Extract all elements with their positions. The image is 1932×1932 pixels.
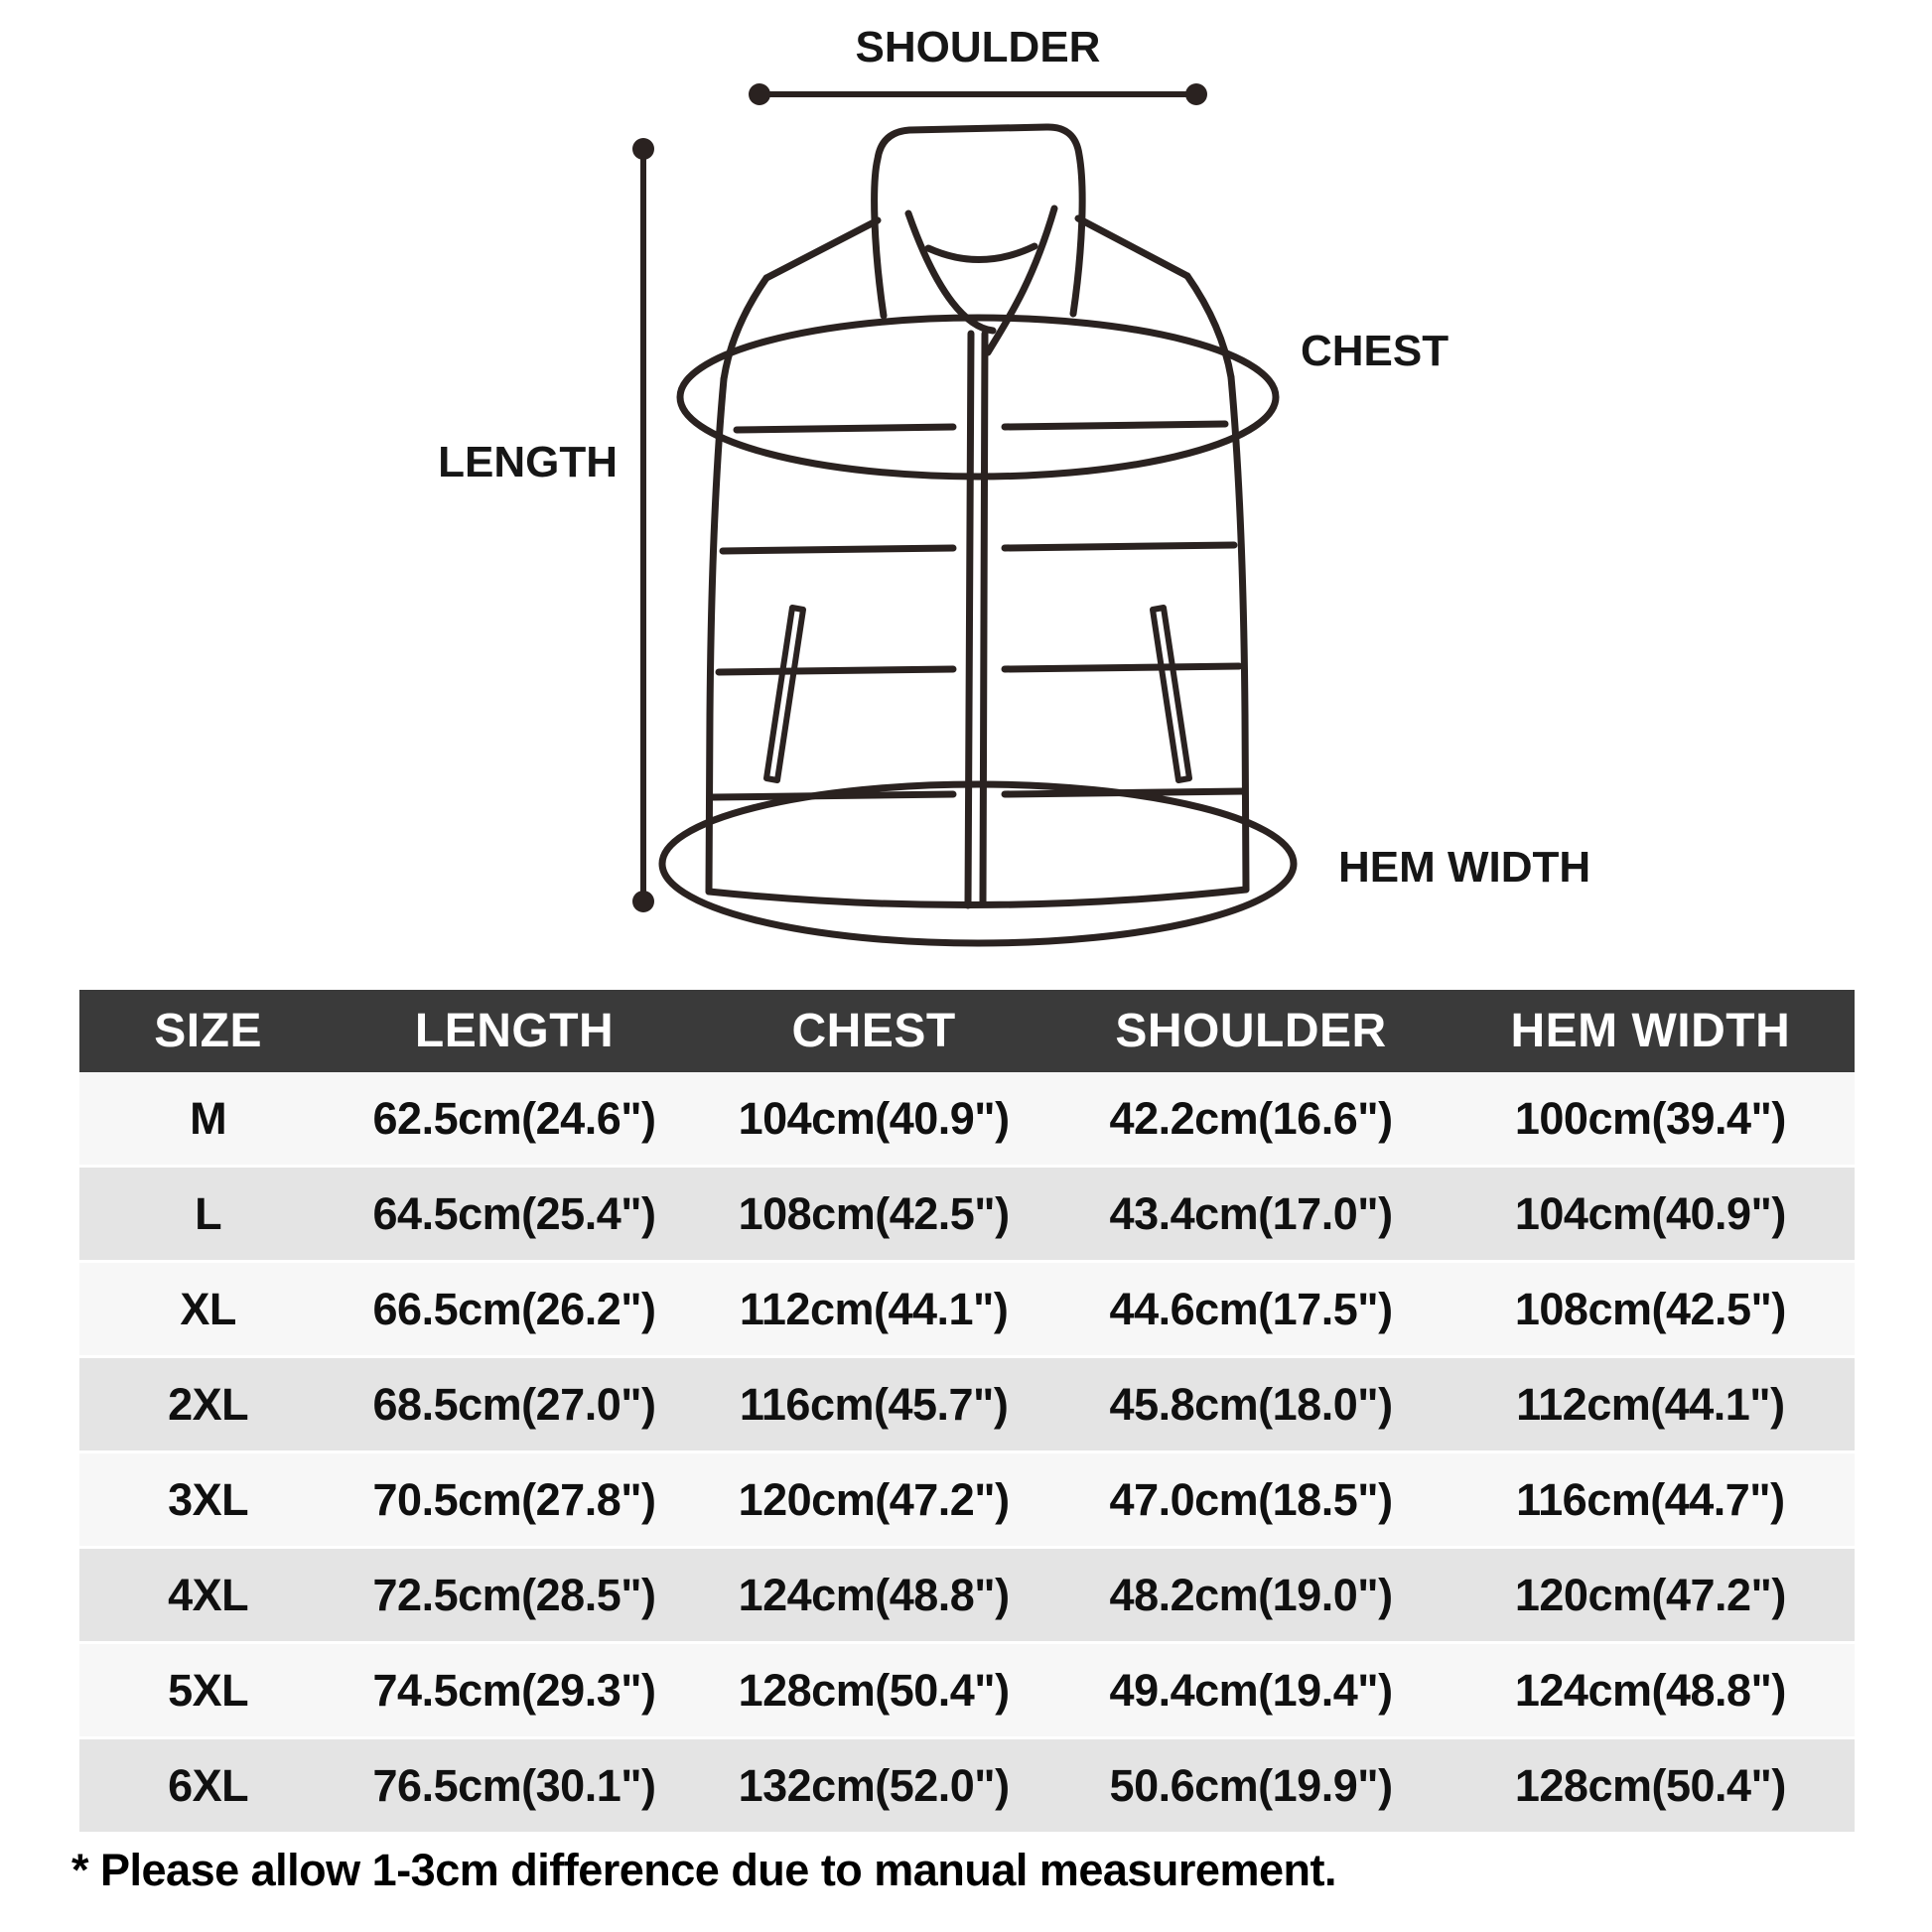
header-hem-width: HEM WIDTH — [1447, 990, 1855, 1072]
measure-dot — [632, 891, 654, 912]
measurement-cell: 132cm(52.0") — [692, 1738, 1056, 1834]
shoulder-label: SHOULDER — [855, 23, 1101, 71]
measurement-cell: 70.5cm(27.8") — [337, 1452, 692, 1548]
measurement-cell: 128cm(50.4") — [692, 1643, 1056, 1738]
measurement-cell: 116cm(45.7") — [692, 1357, 1056, 1452]
measurement-cell: 42.2cm(16.6") — [1055, 1072, 1446, 1167]
chest-label: CHEST — [1301, 327, 1449, 375]
table-row — [79, 1452, 1855, 1548]
measurement-cell: 66.5cm(26.2") — [337, 1262, 692, 1357]
measurement-cell: 76.5cm(30.1") — [337, 1738, 692, 1834]
size-table-header — [79, 990, 1855, 1072]
measure-dot — [632, 138, 654, 160]
size-cell: M — [79, 1072, 337, 1167]
size-cell: 5XL — [79, 1643, 337, 1738]
measurement-cell: 74.5cm(29.3") — [337, 1643, 692, 1738]
header-shoulder: SHOULDER — [1055, 990, 1446, 1072]
vest-outline — [709, 127, 1246, 905]
pockets — [766, 608, 1189, 780]
hem-width-label: HEM WIDTH — [1338, 843, 1591, 892]
measurement-cell: 68.5cm(27.0") — [337, 1357, 692, 1452]
chest-measure — [680, 318, 1449, 477]
measurement-cell: 128cm(50.4") — [1447, 1738, 1855, 1834]
size-cell: XL — [79, 1262, 337, 1357]
header-length: LENGTH — [337, 990, 692, 1072]
length-label: LENGTH — [438, 438, 618, 486]
measurement-cell: 104cm(40.9") — [1447, 1167, 1855, 1262]
header-chest: CHEST — [692, 990, 1056, 1072]
table-row — [79, 1262, 1855, 1357]
size-table — [79, 990, 1855, 1835]
measurement-cell: 50.6cm(19.9") — [1055, 1738, 1446, 1834]
table-row — [79, 1167, 1855, 1262]
size-table-body — [79, 1072, 1855, 1834]
measurement-cell: 64.5cm(25.4") — [337, 1167, 692, 1262]
size-cell: 2XL — [79, 1357, 337, 1452]
measurement-cell: 108cm(42.5") — [1447, 1262, 1855, 1357]
measurement-cell: 100cm(39.4") — [1447, 1072, 1855, 1167]
hem-measure — [662, 784, 1590, 943]
measurement-note: * Please allow 1-3cm difference due to manual measurement. — [71, 1845, 1336, 1895]
table-row — [79, 1548, 1855, 1643]
measurement-cell: 120cm(47.2") — [692, 1452, 1056, 1548]
measurement-cell: 72.5cm(28.5") — [337, 1548, 692, 1643]
measurement-cell: 62.5cm(24.6") — [337, 1072, 692, 1167]
zipper — [968, 334, 985, 905]
measurement-cell: 47.0cm(18.5") — [1055, 1452, 1446, 1548]
measurement-cell: 44.6cm(17.5") — [1055, 1262, 1446, 1357]
table-row — [79, 1738, 1855, 1834]
table-row — [79, 1357, 1855, 1452]
header-row — [79, 990, 1855, 1072]
measurement-cell: 120cm(47.2") — [1447, 1548, 1855, 1643]
right-pocket — [1153, 608, 1189, 780]
measurement-cell: 112cm(44.1") — [692, 1262, 1056, 1357]
table-row — [79, 1072, 1855, 1167]
measurement-cell: 116cm(44.7") — [1447, 1452, 1855, 1548]
measurement-cell: 49.4cm(19.4") — [1055, 1643, 1446, 1738]
measurement-cell: 112cm(44.1") — [1447, 1357, 1855, 1452]
measurement-cell: 124cm(48.8") — [692, 1548, 1056, 1643]
length-measure — [438, 138, 654, 912]
size-cell: 6XL — [79, 1738, 337, 1834]
table-row — [79, 1643, 1855, 1738]
size-cell: 4XL — [79, 1548, 337, 1643]
measurement-cell: 124cm(48.8") — [1447, 1643, 1855, 1738]
measurement-cell: 43.4cm(17.0") — [1055, 1167, 1446, 1262]
size-cell: L — [79, 1167, 337, 1262]
header-size: SIZE — [79, 990, 337, 1072]
shoulder-measure — [749, 23, 1207, 105]
size-cell: 3XL — [79, 1452, 337, 1548]
measurement-cell: 104cm(40.9") — [692, 1072, 1056, 1167]
measure-dot — [749, 83, 770, 105]
left-pocket — [766, 608, 803, 780]
measurement-cell: 45.8cm(18.0") — [1055, 1357, 1446, 1452]
measurement-cell: 108cm(42.5") — [692, 1167, 1056, 1262]
measurement-cell: 48.2cm(19.0") — [1055, 1548, 1446, 1643]
measure-dot — [1185, 83, 1207, 105]
